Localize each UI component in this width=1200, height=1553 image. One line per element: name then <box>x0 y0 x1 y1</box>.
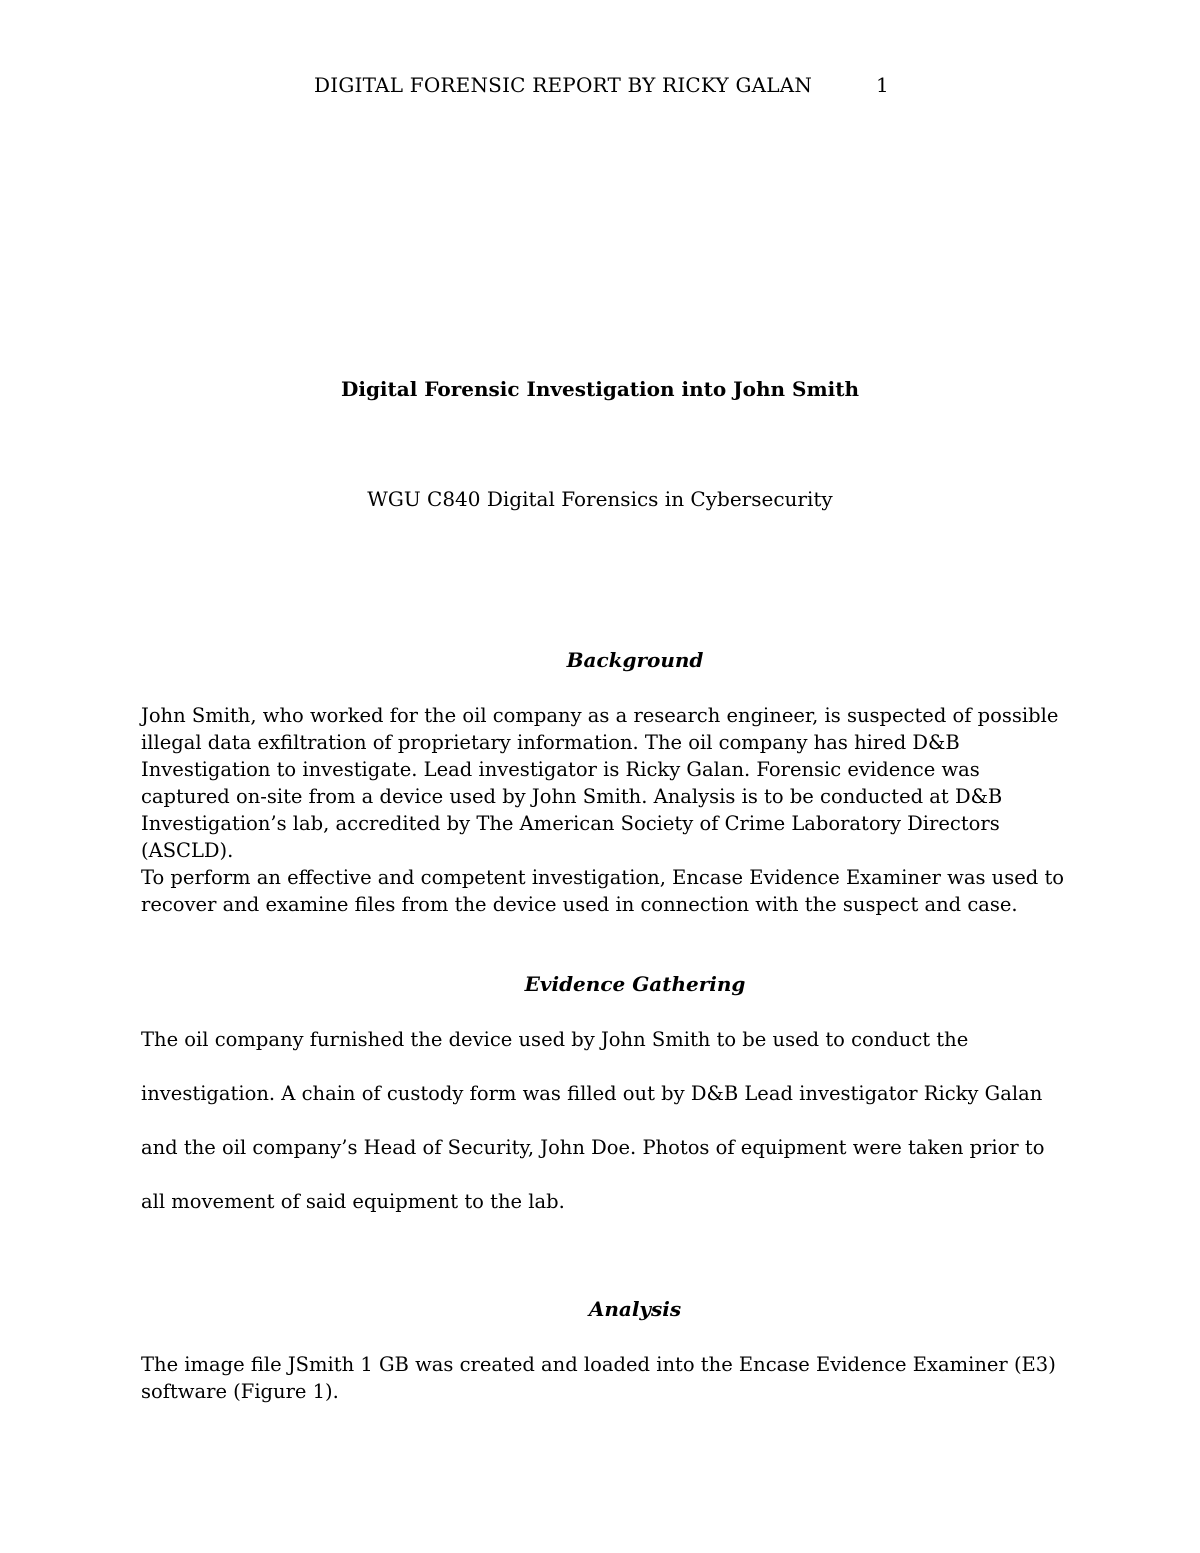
evidence-gathering-paragraph-1: The oil company furnished the device used by John Smith to be used to conduct the investigation. A chain of custody form was filled out by D&B Lead investigator Ricky Galan and the oil company’s Head of Security, John Doe. Photos of equipment were taken prior to all movement of said equipment to the lab. <box>141 1028 1045 1213</box>
document-title: Digital Forensic Investigation into John Smith <box>341 377 859 401</box>
running-head-text: DIGITAL FORENSIC REPORT BY RICKY GALAN <box>314 73 813 97</box>
page-number: 1 <box>876 73 889 97</box>
background-section-body <box>141 702 1066 864</box>
background-section-body-2 <box>141 864 1066 918</box>
evidence-gathering-heading: Evidence Gathering <box>524 972 746 996</box>
background-paragraph-1: John Smith, who worked for the oil company as a research engineer, is suspected of possible illegal data exfiltration of proprietary information. The oil company has hired D&B Investigation to investigate. Lead investigator is Ricky Galan. Forensic evidence was captured on-site from a device used by John Smith. Analysis is to be conducted at D&B Investigation’s lab, accredited by The American Society of Crime Laboratory Directors (ASCLD). <box>141 704 1059 862</box>
background-paragraph-2: To perform an effective and competent investigation, Encase Evidence Examiner was used to recover and examine files from the device used in connection with the suspect and case. <box>141 866 1065 916</box>
evidence-gathering-body <box>141 1013 1066 1229</box>
analysis-body <box>141 1351 1066 1405</box>
background-heading: Background <box>566 648 704 672</box>
analysis-heading: Analysis <box>588 1297 682 1321</box>
course-name: WGU C840 Digital Forensics in Cybersecurity <box>367 487 833 511</box>
running-head <box>0 73 1200 103</box>
analysis-paragraph-1: The image file JSmith 1 GB was created and loaded into the Encase Evidence Examiner (E3) software (Figure 1). <box>141 1353 1056 1403</box>
